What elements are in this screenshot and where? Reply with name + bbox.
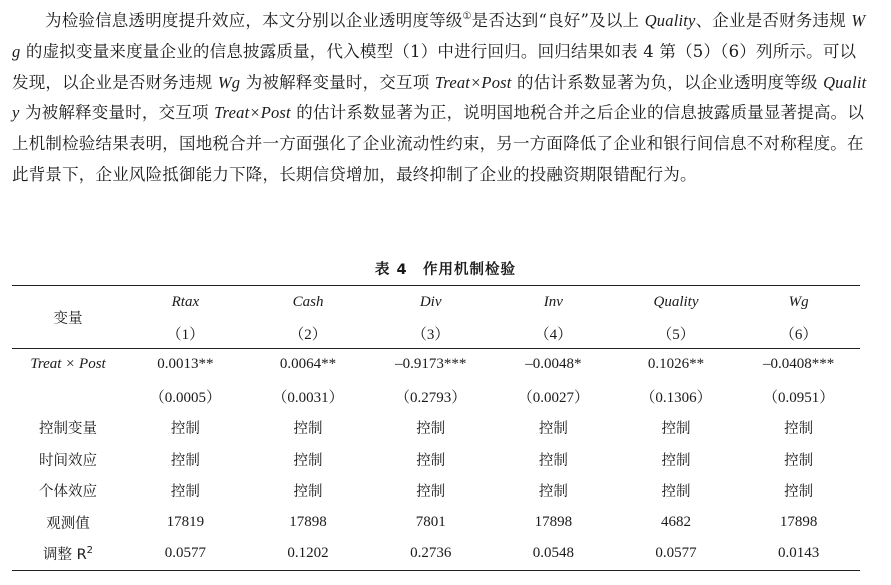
row-label xyxy=(12,538,124,570)
table-cell: 0.0064** xyxy=(279,356,337,373)
table-row xyxy=(12,412,860,444)
table-row xyxy=(12,381,860,413)
row-label: 时间效应 xyxy=(39,452,98,469)
table-cell: （0.1306） xyxy=(640,389,712,406)
table-cell: 控制 xyxy=(661,484,691,501)
table-cell: （0.2793） xyxy=(395,389,467,406)
body-paragraph xyxy=(12,6,870,191)
table-cell: 0.0143 xyxy=(737,538,860,570)
column-name: Cash xyxy=(247,286,370,319)
table-cell: 0.0013** xyxy=(157,356,214,373)
table-caption: 表 4 作用机制检验 xyxy=(374,262,517,278)
row-label xyxy=(12,381,124,413)
table-cell: 0.2736 xyxy=(369,538,492,570)
table-cell: –0.0048* xyxy=(525,356,582,373)
table-cell: 控制 xyxy=(170,484,200,501)
table-cell: 控制 xyxy=(661,452,691,469)
results-table xyxy=(12,285,860,571)
column-name: Div xyxy=(369,286,492,319)
variable-header: 变量 xyxy=(12,286,124,349)
header-row-numbers xyxy=(12,318,860,349)
table-cell: （0.0951） xyxy=(763,389,835,406)
var-quality: Quality xyxy=(12,72,867,123)
column-number: （1） xyxy=(124,318,247,349)
table-row xyxy=(12,475,860,507)
table-cell: 17819 xyxy=(166,513,205,530)
para-seg6: 的估计系数显著为负，以企业透明度等级 xyxy=(511,72,824,92)
table-cell: 控制 xyxy=(784,421,814,438)
table-cell: 控制 xyxy=(416,421,446,438)
row-label: Treat × Post xyxy=(30,356,106,373)
table-cell: （0.0031） xyxy=(272,389,344,406)
superscript: 2 xyxy=(86,545,94,557)
table-cell: 控制 xyxy=(293,484,323,501)
table-cell: 控制 xyxy=(170,452,200,469)
table-cell: （0.0027） xyxy=(517,389,589,406)
table-cell: 控制 xyxy=(170,421,200,438)
table-row xyxy=(12,538,860,570)
table-cell: 控制 xyxy=(784,452,814,469)
table-cell: 17898 xyxy=(534,513,573,530)
column-name: Rtax xyxy=(124,286,247,319)
table-row xyxy=(12,349,860,381)
var-treat-post: Treat×Post xyxy=(214,103,291,123)
table-cell: 7801 xyxy=(415,513,446,530)
column-number: （2） xyxy=(247,318,370,349)
table-cell: 控制 xyxy=(293,421,323,438)
table-cell: 控制 xyxy=(784,484,814,501)
table-cell: 控制 xyxy=(538,484,568,501)
table-cell: –0.0408*** xyxy=(763,356,835,373)
table-cell: 控制 xyxy=(416,452,446,469)
var-treat-post: Treat×Post xyxy=(434,72,512,92)
para-seg2: 是否达到“良好”及以上 xyxy=(471,11,645,30)
table-cell: 0.0577 xyxy=(124,538,247,570)
table-cell: 17898 xyxy=(289,513,327,530)
table-row xyxy=(12,444,860,476)
var-wg: Wg xyxy=(12,11,866,61)
para-seg3: 、企业是否财务违规 xyxy=(695,11,852,30)
para-seg4: 的虚拟变量来度量企业的信息披露质量，代入模型（1）中进行回归。回归结果如表 4 第（5）（6）列所示。可以发现，以企业是否财务违规 xyxy=(12,41,857,92)
table-cell: 0.1026** xyxy=(647,356,705,373)
para-seg7: 为被解释变量时，交互项 xyxy=(19,103,215,123)
column-name: Quality xyxy=(615,286,738,319)
para-seg1: 为检验信息透明度提升效应，本文分别以企业透明度等级 xyxy=(45,11,463,30)
table-cell: 17898 xyxy=(779,513,818,530)
table-cell: （0.0005） xyxy=(149,389,221,406)
row-label-text: 调整 R xyxy=(42,547,87,564)
header-row-names xyxy=(12,286,860,319)
table-cell: 0.0548 xyxy=(492,538,615,570)
column-number: （6） xyxy=(737,318,860,349)
table-cell: 控制 xyxy=(293,452,323,469)
para-seg8: 的估计系数显著为正，说明国地税合并之后企业的信息披露质量显著提高。以上机制检验结果表明，国地税合并一方面强化了企业流动性约束，另一方面降低了企业和银行间信息不对称程度。在此背景下，企业风险抵御能力下降，长期信贷增加，最终抑制了企业的投融资期限错配行为。 xyxy=(12,103,865,184)
column-number: （5） xyxy=(615,318,738,349)
column-name: Wg xyxy=(737,286,860,319)
table-cell: 0.1202 xyxy=(247,538,370,570)
para-seg5: 为被解释变量时，交互项 xyxy=(240,72,435,92)
table-cell: 控制 xyxy=(538,421,568,438)
table-cell: 4682 xyxy=(661,513,691,530)
column-number: （4） xyxy=(492,318,615,349)
var-quality: Quality xyxy=(644,11,696,30)
table-cell: 0.0577 xyxy=(615,538,738,570)
var-wg: Wg xyxy=(217,72,241,92)
row-label: 观测值 xyxy=(46,515,90,532)
row-label: 个体效应 xyxy=(39,484,98,501)
table-cell: 控制 xyxy=(661,421,691,438)
row-label: 控制变量 xyxy=(39,421,98,438)
table-row xyxy=(12,507,860,539)
footnote-marker[interactable]: ① xyxy=(462,11,472,22)
column-name: Inv xyxy=(492,286,615,319)
table-cell: –0.9173*** xyxy=(395,356,467,373)
table-cell: 控制 xyxy=(538,452,568,469)
column-number: （3） xyxy=(369,318,492,349)
table-cell: 控制 xyxy=(416,484,446,501)
